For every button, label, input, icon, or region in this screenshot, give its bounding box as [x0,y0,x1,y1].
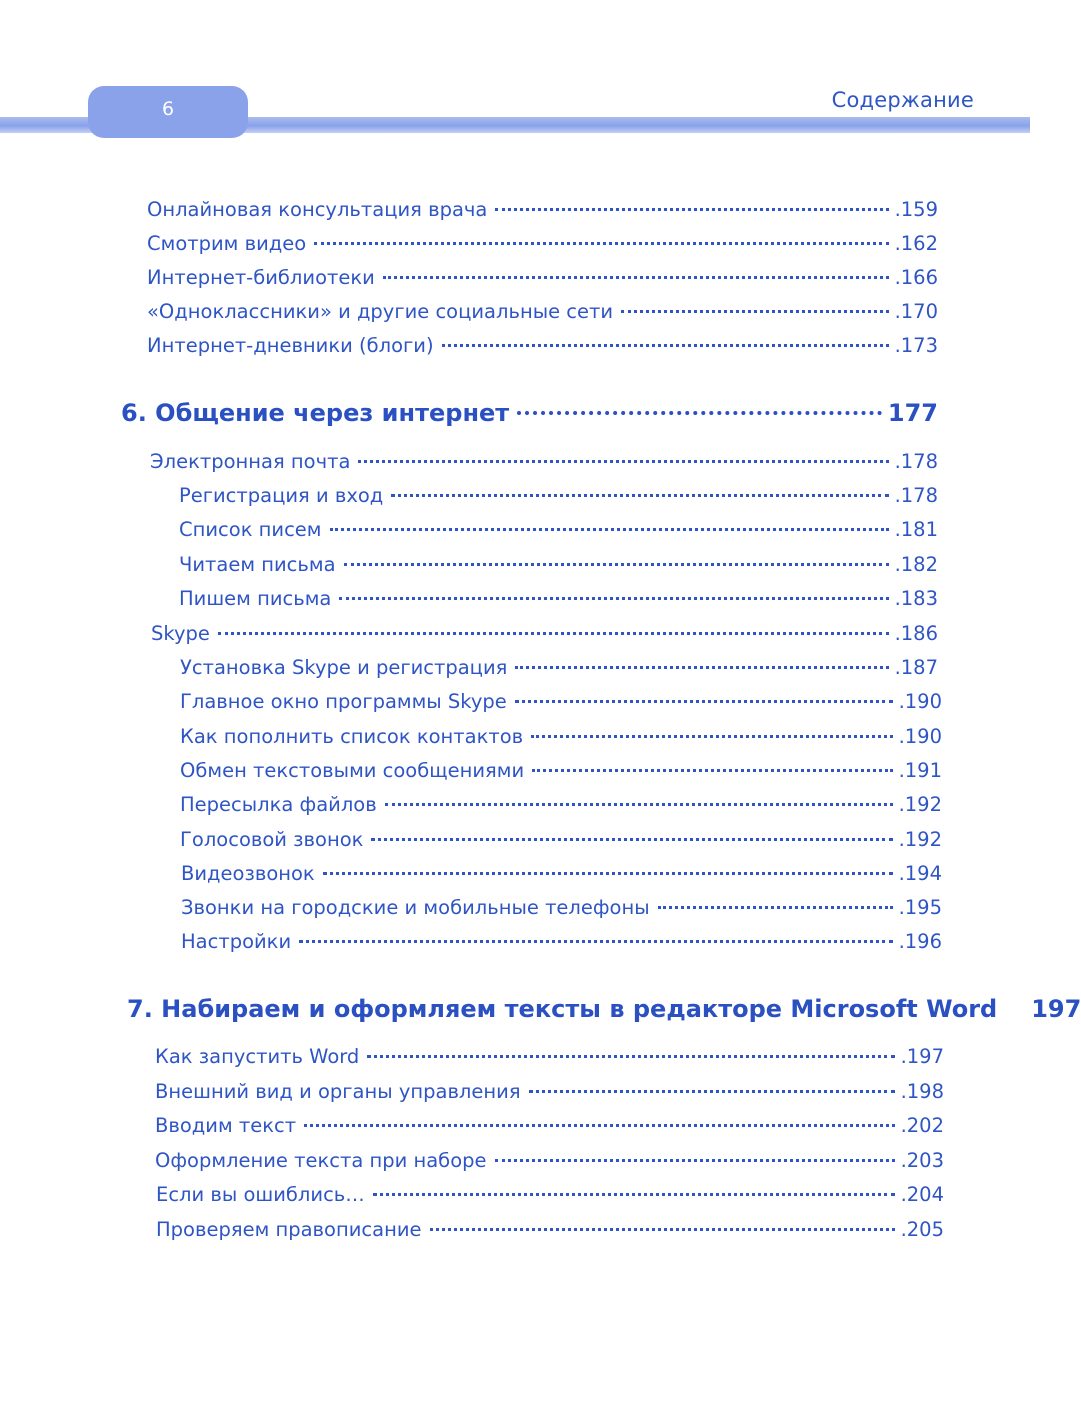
toc-entry[interactable] [155,1149,944,1172]
toc-entry-page: .204 [900,1183,944,1206]
dot-leader [515,700,893,703]
toc-entry-page: .205 [900,1218,944,1241]
dot-leader [529,1090,895,1093]
toc-entry-title: Онлайновая консультация врача [147,198,488,221]
toc-entry-title: Если вы ошиблись… [156,1183,365,1206]
dot-leader [391,494,888,497]
toc-entry-title: Регистрация и вход [179,484,384,507]
toc-entry[interactable] [155,1045,944,1068]
dot-leader [358,460,888,463]
toc-entry[interactable] [150,450,938,473]
toc-entry-title: Интернет-дневники (блоги) [147,334,434,357]
toc-entry[interactable] [147,266,938,289]
toc-entry-page: .202 [900,1114,944,1137]
dot-leader [495,1159,895,1162]
dot-leader [383,276,889,279]
toc-entry[interactable] [181,862,942,885]
toc-entry-title: Внешний вид и органы управления [155,1080,521,1103]
toc-entry[interactable] [147,232,938,255]
toc-entry-title: Настройки [181,930,292,953]
dot-leader [330,528,889,531]
toc-entry[interactable] [180,690,942,713]
toc-entry-page: .187 [894,656,938,679]
toc-entry-page: .195 [898,896,942,919]
toc-entry-page: .166 [894,266,938,289]
toc-entry[interactable] [156,1183,944,1206]
dot-leader [385,803,893,806]
toc-entry-title: Пишем письма [179,587,332,610]
toc-entry[interactable] [180,656,938,679]
toc-entry[interactable] [179,518,938,541]
toc-entry-title: Видеозвонок [181,862,315,885]
toc-entry-page: .192 [898,793,942,816]
toc-entry-title: Обмен текстовыми сообщениями [180,759,525,782]
dot-leader [367,1055,894,1058]
toc-entry-page: .181 [894,518,938,541]
toc-chapter-title: 6. Общение через интернет [121,399,510,427]
toc-entry-title: Интернет-библиотеки [147,266,375,289]
toc-chapter-page: 197 [1031,995,1081,1023]
dot-leader [371,838,892,841]
toc-entry-title: Проверяем правописание [156,1218,422,1241]
toc-entry-title: Оформление текста при наборе [155,1149,487,1172]
toc-entry-title: Голосовой звонок [180,828,364,851]
toc-entry[interactable] [156,1218,944,1241]
toc-entry-title: Вводим текст [155,1114,297,1137]
toc-entry[interactable] [180,759,942,782]
toc-entry-title: Смотрим видео [147,232,307,255]
toc-entry-page: .183 [894,587,938,610]
toc-entry-title: Skype [151,622,210,645]
toc-entry[interactable] [180,793,942,816]
toc-entry-page: .178 [894,484,938,507]
toc-entry-title: Электронная почта [150,450,351,473]
dot-leader [314,242,888,245]
toc-entry-page: .192 [898,828,942,851]
dot-leader [517,411,882,415]
toc-entry-page: .190 [898,690,942,713]
toc-entry-page: .159 [894,198,938,221]
toc-entry[interactable] [147,300,938,323]
toc-entry-page: .178 [894,450,938,473]
toc-entry-title: «Одноклассники» и другие социальные сети [147,300,614,323]
toc-entry-title: Установка Skype и регистрация [180,656,508,679]
toc-entry-page: .170 [894,300,938,323]
dot-leader [495,208,888,211]
toc-entry-page: .198 [900,1080,944,1103]
toc-entry[interactable] [155,1080,944,1103]
toc-entry[interactable] [181,896,942,919]
toc-entry-title: Как запустить Word [155,1045,360,1068]
page-number-tab [88,86,248,138]
dot-leader [442,344,889,347]
toc-chapter[interactable] [127,995,1081,1023]
toc-entry[interactable] [180,828,942,851]
toc-entry-page: .190 [898,725,942,748]
page-number: 6 [161,98,175,120]
toc-entry[interactable] [181,930,942,953]
toc-entry-page: .191 [898,759,942,782]
toc-entry[interactable] [151,622,938,645]
toc-chapter-title: 7. Набираем и оформляем тексты в редакторе Microsoft Word [127,995,998,1023]
toc-entry[interactable] [179,484,938,507]
toc-entry[interactable] [179,553,938,576]
toc-entry-page: .197 [900,1045,944,1068]
toc-entry-title: Читаем письма [179,553,336,576]
dot-leader [373,1193,895,1196]
toc-entry-page: .162 [894,232,938,255]
dot-leader [299,940,892,943]
toc-entry-page: .182 [894,553,938,576]
toc-entry-page: .203 [900,1149,944,1172]
toc-entry-page: .196 [898,930,942,953]
dot-leader [430,1228,895,1231]
dot-leader [531,735,892,738]
dot-leader [323,872,893,875]
toc-entry-title: Пересылка файлов [180,793,377,816]
dot-leader [515,666,888,669]
toc-entry[interactable] [155,1114,944,1137]
toc-chapter[interactable] [121,399,938,427]
dot-leader [304,1124,894,1127]
toc-entry[interactable] [180,725,942,748]
toc-entry-page: .194 [898,862,942,885]
dot-leader [532,769,892,772]
toc-entry[interactable] [179,587,938,610]
dot-leader [658,906,893,909]
dot-leader [218,632,889,635]
toc-entry-page: .186 [894,622,938,645]
toc-entry[interactable] [147,334,938,357]
running-head-title: Содержание [831,88,974,112]
toc-entry-title: Список писем [179,518,322,541]
toc-entry-title: Звонки на городские и мобильные телефоны [181,896,650,919]
dot-leader [344,563,889,566]
toc-entry[interactable] [147,198,938,221]
dot-leader [621,310,889,313]
toc-entry-title: Как пополнить список контактов [180,725,524,748]
toc-entry-page: .173 [894,334,938,357]
toc-chapter-page: 177 [887,399,938,427]
toc-entry-title: Главное окно программы Skype [180,690,507,713]
dot-leader [339,597,888,600]
